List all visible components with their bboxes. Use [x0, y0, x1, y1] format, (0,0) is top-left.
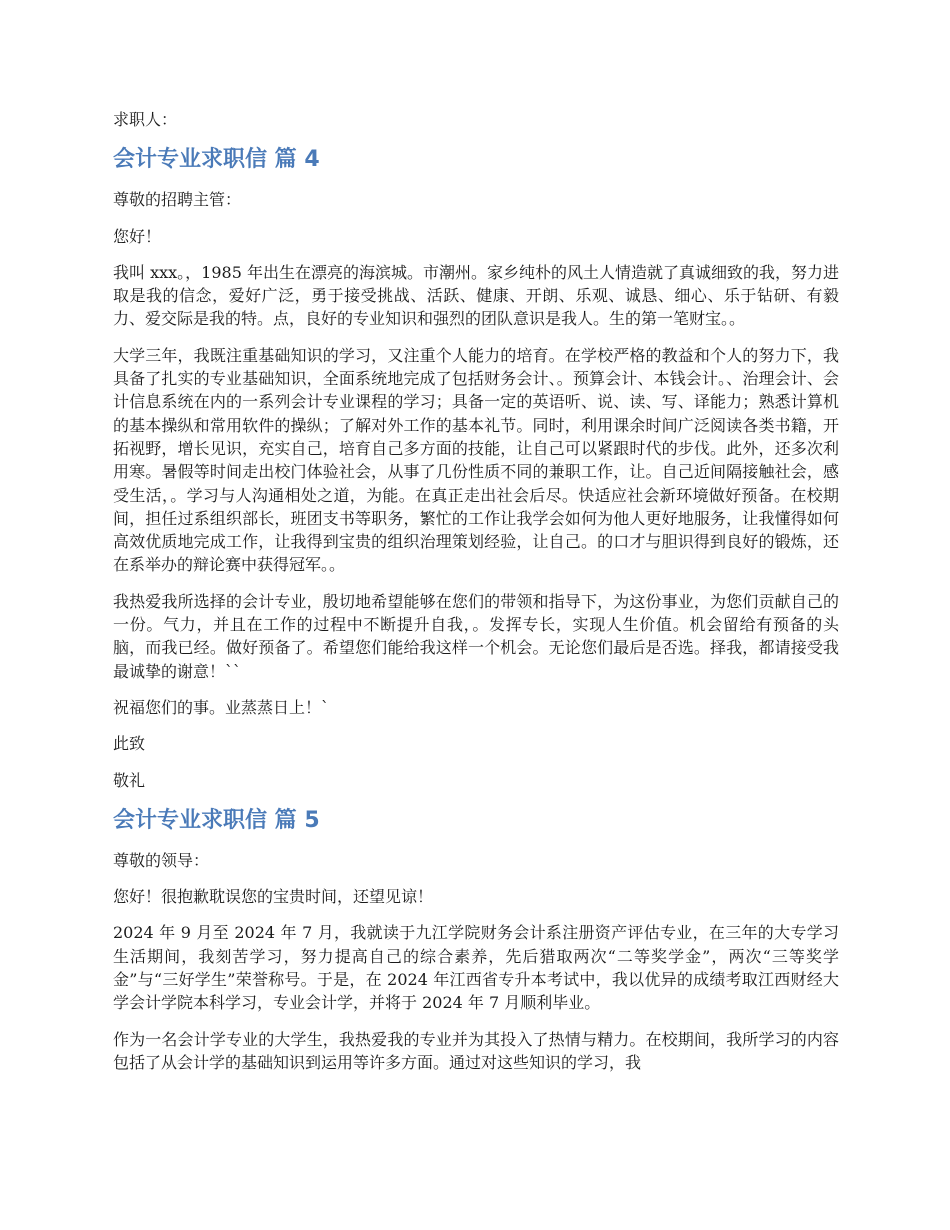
greeting: 您好！: [113, 226, 162, 246]
section-heading-5: 会计专业求职信 篇 5: [113, 807, 320, 833]
body-paragraph: 作为一名会计学专业的大学生，我热爱我的专业并为其投入了热情与精力。在校期间，我所学习的内容包括了从会计学的基础知识到运用等许多方面。通过对这些知识的学习，我: [113, 1029, 839, 1072]
salutation: 尊敬的招聘主管：: [113, 190, 242, 210]
body-paragraph: 大学三年，我既注重基础知识的学习，又注重个人能力的培育。在学校严格的教益和个人的努力下，我具备了扎实的专业基础知识，全面系统地完成了包括财务会计、。预算会计、本钱会计。、治理会计、会计信息系统在内的一系列会计专业课程的学习；具备一定的英语听、说、读、写、译能力；熟悉计算机的基本操纵和常用软件的操纵；了解对外工作的基本礼节。同时，利用课余时间广泛阅读各类书籍，开拓视野，增长见识，充实自己，培育自己多方面的技能，让自己可以紧跟时代的步伐。此外，还多次利用寒。暑假等时间走出校门体验社会，从事了几份性质不同的兼职工作，让。自己近间隔接触社会，感受生活，。学习与人沟通相处之道，为能。在真正走出社会后尽。快适应社会新环境做好预备。在校期间，担任过系组织部长，班团支书等职务，繁忙的工作让我学会如何为他人更好地服务，让我懂得如何高效优质地完成工作，让我得到宝贵的组织治理策划经验，让自己。的口才与胆识得到良好的锻炼，还在系举办的辩论赛中获得冠军。。: [113, 345, 839, 575]
section-heading-4: 会计专业求职信 篇 4: [113, 147, 320, 173]
salutation: 尊敬的领导：: [113, 850, 210, 870]
closing-wish: 祝福您们的事。业蒸蒸日上！`: [113, 697, 330, 717]
document-page: [113, 108, 839, 1087]
body-paragraph: 我热爱我所选择的会计专业，殷切地希望能够在您们的带领和指导下，为这份事业，为您们贡献自己的一份。气力，并且在工作的过程中不断提升自我，。发挥专长，实现人生价值。机会留给有预备的头脑，而我已经。做好预备了。希望您们能给我这样一个机会。无论您们最后是否选。择我，都请接受我最诚挚的谢意！``: [113, 591, 839, 681]
greeting: 您好！很抱歉耽误您的宝贵时间，还望见谅！: [113, 887, 434, 907]
signature-label: 求职人：: [113, 110, 178, 129]
body-paragraph: 我叫 xxx。，1985 年出生在漂亮的海滨城。市潮州。家乡纯朴的风土人情造就了真诚细致的我，努力进取是我的信念，爱好广泛，勇于接受挑战、活跃、健康、开朗、乐观、诚恳、细心、乐于钻研、有毅力、爱交际是我的特。点，良好的专业知识和强烈的团队意识是我人。生的第一笔财宝。。: [113, 262, 839, 329]
closing-salute: 敬礼: [113, 770, 146, 790]
body-paragraph: 2024 年 9 月至 2024 年 7 月，我就读于九江学院财务会计系注册资产评估专业，在三年的大专学习生活期间，我刻苦学习，努力提高自己的综合素养，先后猎取两次“二等奖学金”，两次“三等奖学金”与“三好学生”荣誉称号。于是，在 2024 年江西省专升本考试中，我以优异的成绩考取江西财经大学会计学院本科学习，专业会计学，并将于 2024 年 7 月顺利毕业。: [113, 923, 839, 1013]
closing-line: 此致: [113, 734, 146, 754]
